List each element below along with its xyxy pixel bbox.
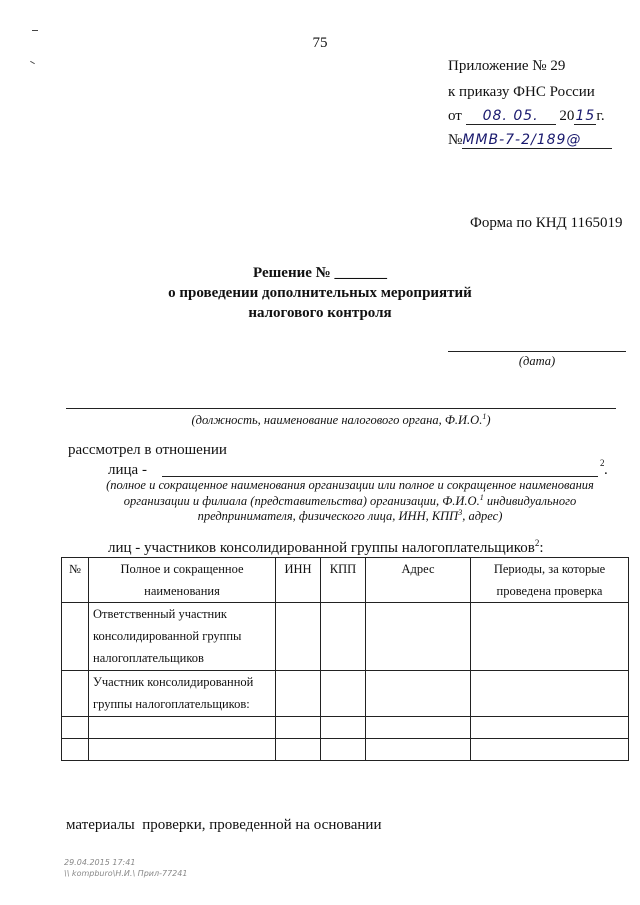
table-header-row: [62, 558, 629, 603]
header-inn: ИНН: [276, 558, 321, 603]
person-caption-1: (полное и сокращенное наименования организации или полное и сокращенное наименования: [106, 478, 594, 492]
materials-text: материалы проверки, проведенной на основании: [66, 817, 382, 833]
row-responsible-participant: Ответственный участник консолидированной группы налогоплательщиков: [89, 603, 276, 671]
number-prefix: №: [448, 132, 463, 148]
header-kpp: КПП: [321, 558, 366, 603]
date-prefix: от: [448, 108, 462, 124]
appendix-number: [448, 132, 612, 149]
date-caption: (дата): [518, 354, 556, 368]
official-line: [66, 408, 616, 409]
table-row: [62, 717, 629, 739]
date-year-prefix: 20: [559, 108, 575, 124]
page-number: 75: [312, 35, 328, 51]
header-num: №: [62, 558, 89, 603]
participants-table: [61, 557, 629, 761]
header-period: Периоды, за которые проведена проверка: [471, 558, 629, 603]
margin-mark: [30, 61, 35, 64]
appendix-line2: к приказу ФНС России: [448, 84, 595, 100]
person-line: [162, 476, 598, 477]
decision-subtitle: о проведении дополнительных мероприятий: [168, 285, 472, 301]
considered-text: рассмотрел в отношении: [68, 442, 227, 458]
form-code: Форма по КНД 1165019: [470, 215, 623, 231]
table-row: [62, 603, 629, 671]
number-value: ММВ-7-2/189@: [462, 132, 612, 149]
official-caption: (должность, наименование налогового органа, Ф.И.О.$^1$): [191, 412, 491, 428]
footer-path: \\ kompburo\Н.И.\ Прил-77241: [64, 869, 188, 878]
decision-title: Решение № _______: [253, 265, 387, 281]
row-group-participant: Участник консолидированной группы налогоплательщиков:: [89, 671, 276, 717]
person-label: лица -: [108, 462, 147, 478]
appendix-date: [448, 108, 605, 125]
header-address: Адрес: [366, 558, 471, 603]
date-day-month: 08. 05.: [466, 108, 556, 125]
group-heading: лиц - участников консолидированной группы налогоплательщиков$^2$:: [108, 538, 544, 556]
person-caption-3: предпринимателя, физического лица, ИНН, КПП$^3$, адрес): [197, 508, 503, 524]
date-suffix: г.: [596, 108, 605, 124]
decision-subtitle-2: налогового контроля: [248, 305, 392, 321]
person-end: .: [604, 462, 608, 478]
appendix-line1: Приложение № 29: [448, 58, 566, 74]
footer-timestamp: 29.04.2015 17:41: [64, 858, 136, 867]
table-row: [62, 671, 629, 717]
margin-mark: [32, 30, 38, 31]
person-caption-2: организации и филиала (представительства) организации, Ф.И.О.$^1$ индивидуального: [123, 493, 577, 509]
header-name: Полное и сокращенное наименования: [89, 558, 276, 603]
table-row: [62, 739, 629, 761]
person-sup: 2: [600, 458, 605, 468]
date-line: [448, 351, 626, 352]
date-year-suffix: 15: [575, 108, 596, 124]
